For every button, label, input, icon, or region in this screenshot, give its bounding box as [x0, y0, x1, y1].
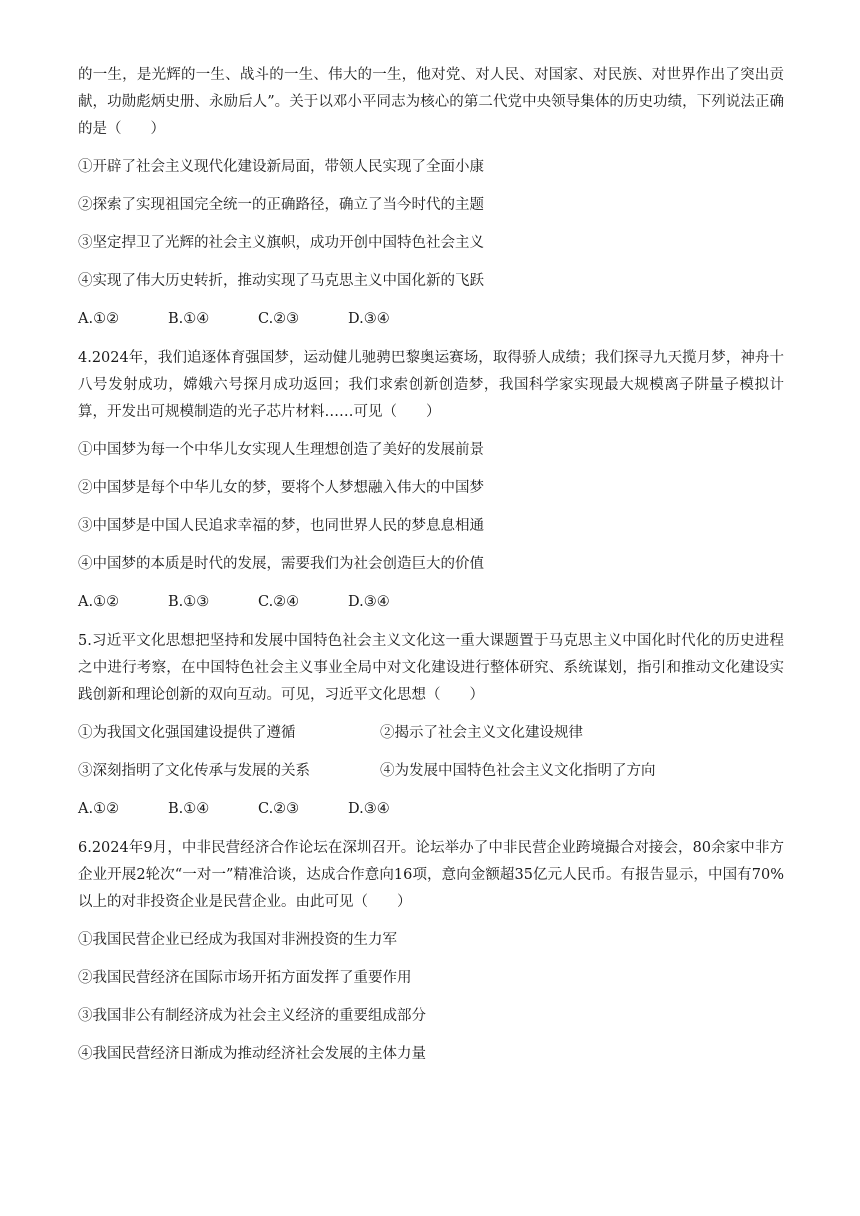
- question-3-choice-c: C.②③: [258, 311, 300, 327]
- question-5: [78, 628, 784, 823]
- question-3-option-4: ④实现了伟大历史转折，推动实现了马克思主义中国化新的飞跃: [78, 273, 484, 289]
- question-4-choice-a: A.①②: [78, 594, 120, 610]
- question-4-choices: [78, 589, 784, 616]
- question-5-choice-b: B.①④: [168, 801, 210, 817]
- question-5-options-row-1: [78, 720, 784, 747]
- question-5-option-3: ③深刻指明了文化传承与发展的关系: [78, 763, 310, 779]
- question-4-stem: 4.2024年，我们追逐体育强国梦，运动健儿驰骋巴黎奥运赛场，取得骄人成绩；我们探寻九天揽月梦，神舟十八号发射成功，嫦娥六号探月成功返回；我们求索创新创造梦，我国科学家实现最大规模离子阱量子模拟计算，开发出可规模制造的光子芯片材料……可见（ ）: [78, 350, 784, 420]
- question-6-option-2: ②我国民营经济在国际市场开拓方面发挥了重要作用: [78, 970, 412, 986]
- question-6-option-3: ③我国非公有制经济成为社会主义经济的重要组成部分: [78, 1008, 426, 1024]
- question-4-option-2: ②中国梦是每个中华儿女的梦，要将个人梦想融入伟大的中国梦: [78, 480, 484, 496]
- question-4-option-4: ④中国梦的本质是时代的发展，需要我们为社会创造巨大的价值: [78, 556, 484, 572]
- question-3-choice-d: D.③④: [348, 311, 390, 327]
- question-6: [78, 835, 784, 1068]
- question-3-option-2: ②探索了实现祖国完全统一的正确路径，确立了当今时代的主题: [78, 197, 484, 213]
- question-3-stem: 的一生，是光辉的一生、战斗的一生、伟大的一生，他对党、对人民、对国家、对民族、对世界作出了突出贡献，功勋彪炳史册、永励后人”。关于以邓小平同志为核心的第二代党中央领导集体的历史功绩，下列说法正确的是（ ）: [78, 67, 784, 137]
- question-4-choice-d: D.③④: [348, 594, 390, 610]
- question-5-choices: [78, 796, 784, 823]
- question-5-stem: 5.习近平文化思想把坚持和发展中国特色社会主义文化这一重大课题置于马克思主义中国化时代化的历史进程之中进行考察，在中国特色社会主义事业全局中对文化建设进行整体研究、系统谋划，指引和推动文化建设实践创新和理论创新的双向互动。可见，习近平文化思想（ ）: [78, 633, 784, 703]
- question-6-option-1: ①我国民营企业已经成为我国对非洲投资的生力军: [78, 932, 397, 948]
- question-4-choice-b: B.①③: [168, 594, 210, 610]
- question-5-option-1: ①为我国文化强国建设提供了遵循: [78, 725, 296, 741]
- question-4-choice-c: C.②④: [258, 594, 300, 610]
- question-4-option-3: ③中国梦是中国人民追求幸福的梦，也同世界人民的梦息息相通: [78, 518, 484, 534]
- question-3-choice-a: A.①②: [78, 311, 120, 327]
- question-4-option-1: ①中国梦为每一个中华儿女实现人生理想创造了美好的发展前景: [78, 442, 484, 458]
- question-5-option-4: ④为发展中国特色社会主义文化指明了方向: [380, 763, 656, 779]
- question-5-choice-a: A.①②: [78, 801, 120, 817]
- question-3-choice-b: B.①④: [168, 311, 210, 327]
- question-3: [78, 62, 784, 333]
- question-6-stem: 6.2024年9月，中非民营经济合作论坛在深圳召开。论坛举办了中非民营企业跨境撮合对接会，80余家中非方企业开展2轮次“一对一”精准洽谈，达成合作意向16项，意向金额超35亿元人民币。有报告显示，中国有70%以上的对非投资企业是民营企业。由此可见（ ）: [78, 840, 784, 910]
- question-5-choice-c: C.②③: [258, 801, 300, 817]
- question-6-option-4: ④我国民营经济日渐成为推动经济社会发展的主体力量: [78, 1046, 426, 1062]
- question-5-option-2: ②揭示了社会主义文化建设规律: [380, 725, 583, 741]
- question-3-choices: [78, 306, 784, 333]
- question-4: [78, 345, 784, 616]
- question-3-option-1: ①开辟了社会主义现代化建设新局面，带领人民实现了全面小康: [78, 159, 484, 175]
- exam-page: [78, 62, 784, 1068]
- question-3-option-3: ③坚定捍卫了光辉的社会主义旗帜，成功开创中国特色社会主义: [78, 235, 484, 251]
- question-5-options-row-2: [78, 758, 784, 785]
- question-5-choice-d: D.③④: [348, 801, 390, 817]
